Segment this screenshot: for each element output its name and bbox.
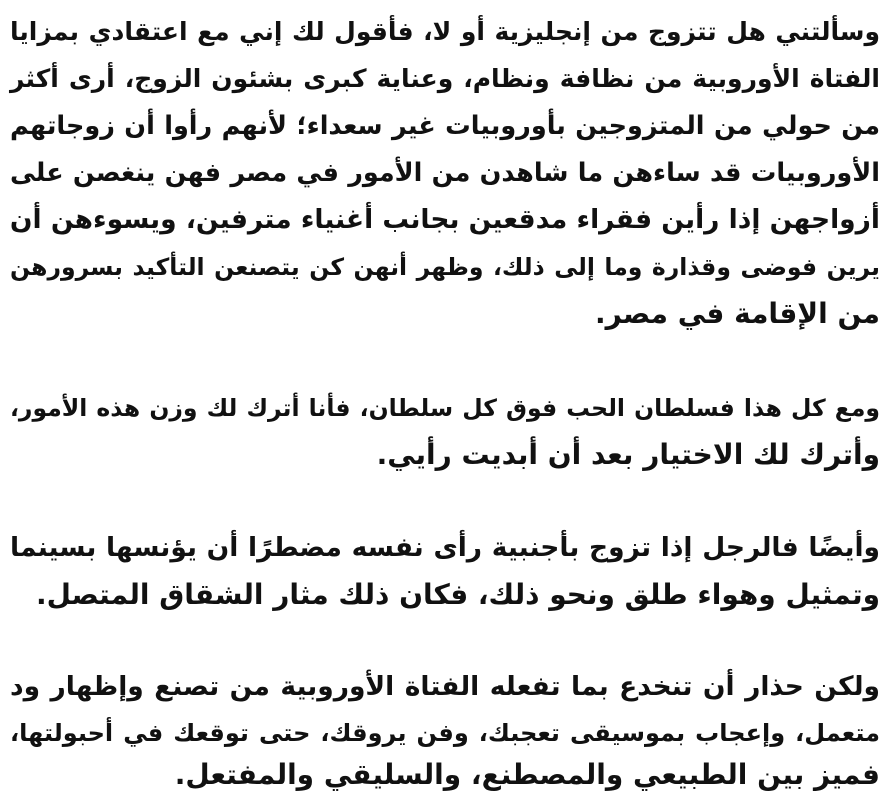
text-line: فميز بين الطبيعي والمصطنع، والسليقي والمفتعل. bbox=[174, 758, 880, 791]
text-line: متعمل، وإعجاب بموسيقى تعجبك، وفن يروقك، حتى توقعك في أحبولتها، bbox=[10, 719, 880, 747]
text-line: ومع كل هذا فسلطان الحب فوق كل سلطان، فأنا أترك لك وزن هذه الأمور، bbox=[10, 394, 880, 422]
text-line: الفتاة الأوروبية من نظافة ونظام، وعناية كبرى بشئون الزوج، أرى أكثر bbox=[10, 64, 880, 93]
text-line: الأوروبيات قد ساءهن ما شاهدن من الأمور في مصر فهن ينغصن على bbox=[10, 158, 880, 188]
text-line: من الإقامة في مصر. bbox=[594, 297, 880, 330]
text-line: ولكن حذار أن تنخدع بما تفعله الفتاة الأوروبية من تصنع وإظهار ود bbox=[10, 671, 880, 702]
text-line: وأيضًا فالرجل إذا تزوج بأجنبية رأى نفسه مضطرًا أن يؤنسها بسينما bbox=[10, 532, 880, 563]
text-line: وسألتني هل تتزوج من إنجليزية أو لا، فأقول لك إني مع اعتقادي بمزايا bbox=[10, 17, 880, 46]
text-line: وأترك لك الاختيار بعد أن أبديت رأيي. bbox=[376, 438, 880, 471]
text-line: يرين فوضى وقذارة وما إلى ذلك، وظهر أنهن كن يتصنعن التأكيد بسرورهن bbox=[10, 253, 880, 281]
text-line: من حولي من المتزوجين بأوروبيات غير سعداء؛ لأنهم رأوا أن زوجاتهم bbox=[10, 111, 880, 141]
text-line: أزواجهن إذا رأين فقراء مدقعين بجانب أغنياء مترفين، ويسوءهن أن bbox=[9, 204, 880, 235]
text-line: وتمثيل وهواء طلق ونحو ذلك، فكان ذلك مثار الشقاق المتصل. bbox=[35, 578, 880, 611]
